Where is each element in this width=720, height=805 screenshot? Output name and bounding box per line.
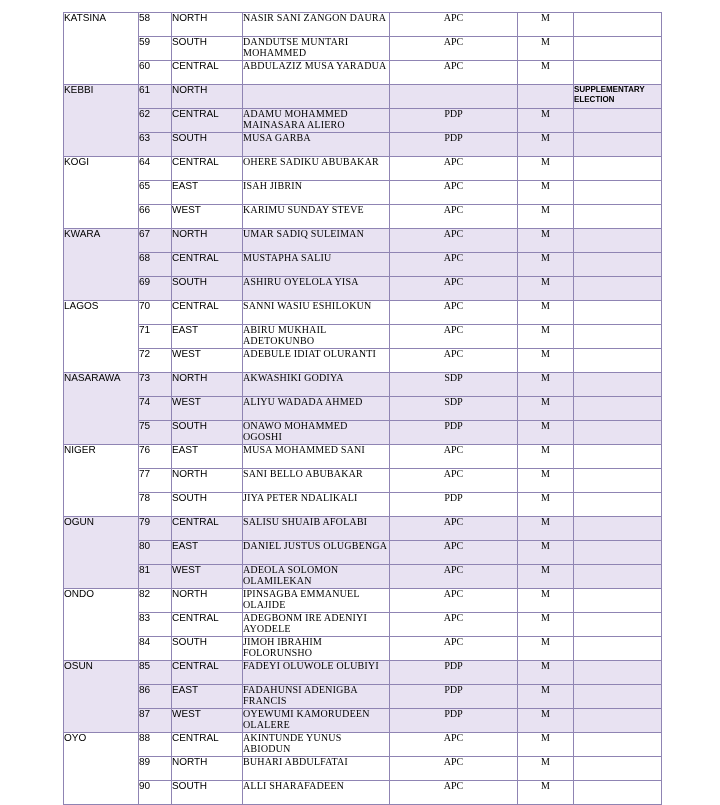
district-number-cell: 63 bbox=[139, 133, 172, 157]
remark-cell bbox=[574, 685, 662, 709]
district-number-cell: 86 bbox=[139, 685, 172, 709]
party-cell: APC bbox=[390, 541, 518, 565]
party-cell: APC bbox=[390, 157, 518, 181]
table-row bbox=[64, 277, 662, 301]
district-number-cell: 59 bbox=[139, 37, 172, 61]
senatorial-zone-cell: CENTRAL bbox=[172, 253, 243, 277]
senatorial-zone-cell: NORTH bbox=[172, 589, 243, 613]
district-number-cell: 81 bbox=[139, 565, 172, 589]
state-name: KATSINA bbox=[64, 13, 139, 85]
senatorial-zone-cell: CENTRAL bbox=[172, 61, 243, 85]
gender-cell: M bbox=[518, 637, 574, 661]
candidate-name-cell: ONAWO MOHAMMED OGOSHI bbox=[243, 421, 390, 445]
party-cell: APC bbox=[390, 277, 518, 301]
table-row bbox=[64, 733, 662, 757]
party-cell: PDP bbox=[390, 709, 518, 733]
senatorial-zone-cell: NORTH bbox=[172, 469, 243, 493]
party-cell: APC bbox=[390, 613, 518, 637]
table-row bbox=[64, 445, 662, 469]
remark-cell bbox=[574, 397, 662, 421]
remark-cell bbox=[574, 61, 662, 85]
gender-cell: M bbox=[518, 229, 574, 253]
party-cell: PDP bbox=[390, 133, 518, 157]
party-cell: APC bbox=[390, 253, 518, 277]
senatorial-zone-cell: EAST bbox=[172, 541, 243, 565]
gender-cell: M bbox=[518, 61, 574, 85]
remark-cell bbox=[574, 181, 662, 205]
remark-cell bbox=[574, 709, 662, 733]
district-number-cell: 72 bbox=[139, 349, 172, 373]
table-row bbox=[64, 421, 662, 445]
gender-cell: M bbox=[518, 397, 574, 421]
senatorial-zone-cell: CENTRAL bbox=[172, 109, 243, 133]
table-row bbox=[64, 37, 662, 61]
district-number-cell: 78 bbox=[139, 493, 172, 517]
candidate-name-cell bbox=[243, 85, 390, 109]
gender-cell: M bbox=[518, 13, 574, 37]
table-row bbox=[64, 613, 662, 637]
candidate-name-cell: AKINTUNDE YUNUS ABIODUN bbox=[243, 733, 390, 757]
district-number-cell: 79 bbox=[139, 517, 172, 541]
party-cell: APC bbox=[390, 205, 518, 229]
party-cell: APC bbox=[390, 733, 518, 757]
party-cell: APC bbox=[390, 301, 518, 325]
remark-cell bbox=[574, 37, 662, 61]
district-number-cell: 82 bbox=[139, 589, 172, 613]
remark-cell bbox=[574, 229, 662, 253]
remark-cell bbox=[574, 445, 662, 469]
table-row bbox=[64, 205, 662, 229]
gender-cell: M bbox=[518, 109, 574, 133]
senatorial-zone-cell: SOUTH bbox=[172, 421, 243, 445]
district-number-cell: 68 bbox=[139, 253, 172, 277]
gender-cell: M bbox=[518, 157, 574, 181]
district-number-cell: 88 bbox=[139, 733, 172, 757]
party-cell: APC bbox=[390, 517, 518, 541]
remark-cell bbox=[574, 565, 662, 589]
candidate-name-cell: OYEWUMI KAMORUDEEN OLALERE bbox=[243, 709, 390, 733]
district-number-cell: 90 bbox=[139, 781, 172, 805]
senatorial-zone-cell: CENTRAL bbox=[172, 613, 243, 637]
candidate-name-cell: JIMOH IBRAHIM FOLORUNSHO bbox=[243, 637, 390, 661]
gender-cell: M bbox=[518, 541, 574, 565]
district-number-cell: 80 bbox=[139, 541, 172, 565]
party-cell: APC bbox=[390, 469, 518, 493]
candidate-name-cell: ASHIRU OYELOLA YISA bbox=[243, 277, 390, 301]
candidate-name-cell: ALIYU WADADA AHMED bbox=[243, 397, 390, 421]
gender-cell: M bbox=[518, 349, 574, 373]
candidate-name-cell: ADEBULE IDIAT OLURANTI bbox=[243, 349, 390, 373]
senatorial-zone-cell: CENTRAL bbox=[172, 301, 243, 325]
district-number-cell: 83 bbox=[139, 613, 172, 637]
remark-cell bbox=[574, 253, 662, 277]
party-cell: SDP bbox=[390, 373, 518, 397]
district-number-cell: 62 bbox=[139, 109, 172, 133]
senatorial-zone-cell: NORTH bbox=[172, 85, 243, 109]
senatorial-zone-cell: EAST bbox=[172, 181, 243, 205]
district-number-cell: 71 bbox=[139, 325, 172, 349]
district-number-cell: 66 bbox=[139, 205, 172, 229]
state-name: LAGOS bbox=[64, 301, 139, 373]
district-number-cell: 89 bbox=[139, 757, 172, 781]
remark-cell bbox=[574, 157, 662, 181]
party-cell: APC bbox=[390, 445, 518, 469]
table-row bbox=[64, 109, 662, 133]
candidate-name-cell: FADAHUNSI ADENIGBA FRANCIS bbox=[243, 685, 390, 709]
district-number-cell: 61 bbox=[139, 85, 172, 109]
remark-cell bbox=[574, 133, 662, 157]
gender-cell: M bbox=[518, 301, 574, 325]
gender-cell: M bbox=[518, 277, 574, 301]
district-number-cell: 84 bbox=[139, 637, 172, 661]
state-name: NIGER bbox=[64, 445, 139, 517]
remark-cell bbox=[574, 109, 662, 133]
district-number-cell: 60 bbox=[139, 61, 172, 85]
party-cell: APC bbox=[390, 181, 518, 205]
remark-cell bbox=[574, 517, 662, 541]
party-cell: APC bbox=[390, 565, 518, 589]
senatorial-zone-cell: WEST bbox=[172, 565, 243, 589]
district-number-cell: 67 bbox=[139, 229, 172, 253]
remark-cell bbox=[574, 373, 662, 397]
table-row bbox=[64, 565, 662, 589]
remark-cell bbox=[574, 469, 662, 493]
gender-cell: M bbox=[518, 325, 574, 349]
gender-cell: M bbox=[518, 685, 574, 709]
candidate-name-cell: AKWASHIKI GODIYA bbox=[243, 373, 390, 397]
candidate-name-cell: SALISU SHUAIB AFOLABI bbox=[243, 517, 390, 541]
remark-cell bbox=[574, 349, 662, 373]
remark-cell bbox=[574, 13, 662, 37]
party-cell: PDP bbox=[390, 109, 518, 133]
senatorial-zone-cell: SOUTH bbox=[172, 637, 243, 661]
table-row bbox=[64, 493, 662, 517]
district-number-cell: 76 bbox=[139, 445, 172, 469]
senatorial-zone-cell: CENTRAL bbox=[172, 517, 243, 541]
table-row bbox=[64, 157, 662, 181]
remark-cell bbox=[574, 661, 662, 685]
state-name: KOGI bbox=[64, 157, 139, 229]
senatorial-zone-cell: SOUTH bbox=[172, 493, 243, 517]
state-name: NASARAWA bbox=[64, 373, 139, 445]
senatorial-zone-cell: SOUTH bbox=[172, 277, 243, 301]
senatorial-zone-cell: SOUTH bbox=[172, 133, 243, 157]
gender-cell: M bbox=[518, 421, 574, 445]
state-name: KWARA bbox=[64, 229, 139, 301]
table-row bbox=[64, 13, 662, 37]
candidate-name-cell: BUHARI ABDULFATAI bbox=[243, 757, 390, 781]
gender-cell: M bbox=[518, 757, 574, 781]
candidate-name-cell: ALLI SHARAFADEEN bbox=[243, 781, 390, 805]
candidate-name-cell: ABDULAZIZ MUSA YARADUA bbox=[243, 61, 390, 85]
district-number-cell: 87 bbox=[139, 709, 172, 733]
senatorial-zone-cell: WEST bbox=[172, 205, 243, 229]
table-row bbox=[64, 637, 662, 661]
district-number-cell: 65 bbox=[139, 181, 172, 205]
senatorial-zone-cell: EAST bbox=[172, 325, 243, 349]
gender-cell: M bbox=[518, 517, 574, 541]
party-cell: APC bbox=[390, 325, 518, 349]
gender-cell: M bbox=[518, 661, 574, 685]
remark-cell bbox=[574, 205, 662, 229]
party-cell: APC bbox=[390, 757, 518, 781]
gender-cell: M bbox=[518, 781, 574, 805]
candidate-name-cell: MUSA GARBA bbox=[243, 133, 390, 157]
senatorial-zone-cell: SOUTH bbox=[172, 37, 243, 61]
candidate-name-cell: ADEGBONM IRE ADENIYI AYODELE bbox=[243, 613, 390, 637]
candidate-name-cell: DANDUTSE MUNTARI MOHAMMED bbox=[243, 37, 390, 61]
table-row bbox=[64, 253, 662, 277]
senatorial-zone-cell: NORTH bbox=[172, 229, 243, 253]
candidate-name-cell: KARIMU SUNDAY STEVE bbox=[243, 205, 390, 229]
senatorial-zone-cell: CENTRAL bbox=[172, 733, 243, 757]
senatorial-zone-cell: WEST bbox=[172, 349, 243, 373]
party-cell: APC bbox=[390, 13, 518, 37]
table-row bbox=[64, 397, 662, 421]
table-row bbox=[64, 85, 662, 109]
candidate-name-cell: ADAMU MOHAMMED MAINASARA ALIERO bbox=[243, 109, 390, 133]
candidate-name-cell: DANIEL JUSTUS OLUGBENGA bbox=[243, 541, 390, 565]
senate-results-table bbox=[63, 12, 662, 805]
state-name: KEBBI bbox=[64, 85, 139, 157]
district-number-cell: 75 bbox=[139, 421, 172, 445]
senatorial-zone-cell: CENTRAL bbox=[172, 661, 243, 685]
gender-cell: M bbox=[518, 253, 574, 277]
district-number-cell: 64 bbox=[139, 157, 172, 181]
party-cell: APC bbox=[390, 589, 518, 613]
remark-cell bbox=[574, 421, 662, 445]
party-cell: APC bbox=[390, 229, 518, 253]
senatorial-zone-cell: CENTRAL bbox=[172, 157, 243, 181]
senatorial-zone-cell: NORTH bbox=[172, 373, 243, 397]
remark-cell bbox=[574, 757, 662, 781]
candidate-name-cell: UMAR SADIQ SULEIMAN bbox=[243, 229, 390, 253]
candidate-name-cell: JIYA PETER NDALIKALI bbox=[243, 493, 390, 517]
party-cell: PDP bbox=[390, 661, 518, 685]
remark-cell bbox=[574, 589, 662, 613]
party-cell: APC bbox=[390, 781, 518, 805]
district-number-cell: 77 bbox=[139, 469, 172, 493]
table-row bbox=[64, 181, 662, 205]
table-row bbox=[64, 349, 662, 373]
senatorial-zone-cell: NORTH bbox=[172, 757, 243, 781]
senatorial-zone-cell: EAST bbox=[172, 685, 243, 709]
party-cell: PDP bbox=[390, 493, 518, 517]
candidate-name-cell: ADEOLA SOLOMON OLAMILEKAN bbox=[243, 565, 390, 589]
table-row bbox=[64, 373, 662, 397]
candidate-name-cell: MUSTAPHA SALIU bbox=[243, 253, 390, 277]
district-number-cell: 70 bbox=[139, 301, 172, 325]
gender-cell: M bbox=[518, 373, 574, 397]
district-number-cell: 74 bbox=[139, 397, 172, 421]
candidate-name-cell: SANI BELLO ABUBAKAR bbox=[243, 469, 390, 493]
senatorial-zone-cell: WEST bbox=[172, 397, 243, 421]
state-name: ONDO bbox=[64, 589, 139, 661]
gender-cell: M bbox=[518, 493, 574, 517]
gender-cell: M bbox=[518, 565, 574, 589]
state-name: OYO bbox=[64, 733, 139, 805]
district-number-cell: 69 bbox=[139, 277, 172, 301]
gender-cell: M bbox=[518, 733, 574, 757]
results-table-body bbox=[64, 13, 662, 805]
table-row bbox=[64, 685, 662, 709]
candidate-name-cell: FADEYI OLUWOLE OLUBIYI bbox=[243, 661, 390, 685]
senatorial-zone-cell: EAST bbox=[172, 445, 243, 469]
party-cell: APC bbox=[390, 637, 518, 661]
state-name: OGUN bbox=[64, 517, 139, 589]
candidate-name-cell: SANNI WASIU ESHILOKUN bbox=[243, 301, 390, 325]
table-row bbox=[64, 301, 662, 325]
district-number-cell: 58 bbox=[139, 13, 172, 37]
candidate-name-cell: IPINSAGBA EMMANUEL OLAJIDE bbox=[243, 589, 390, 613]
gender-cell bbox=[518, 85, 574, 109]
party-cell: PDP bbox=[390, 685, 518, 709]
table-row bbox=[64, 757, 662, 781]
table-row bbox=[64, 229, 662, 253]
remark-cell: SUPPLEMENTARY ELECTION bbox=[574, 85, 662, 109]
table-row bbox=[64, 541, 662, 565]
table-row bbox=[64, 133, 662, 157]
remark-cell bbox=[574, 637, 662, 661]
candidate-name-cell: ISAH JIBRIN bbox=[243, 181, 390, 205]
remark-cell bbox=[574, 613, 662, 637]
table-row bbox=[64, 589, 662, 613]
district-number-cell: 73 bbox=[139, 373, 172, 397]
party-cell: APC bbox=[390, 61, 518, 85]
table-row bbox=[64, 469, 662, 493]
candidate-name-cell: ABIRU MUKHAIL ADETOKUNBO bbox=[243, 325, 390, 349]
gender-cell: M bbox=[518, 181, 574, 205]
remark-cell bbox=[574, 277, 662, 301]
party-cell: PDP bbox=[390, 421, 518, 445]
remark-cell bbox=[574, 541, 662, 565]
candidate-name-cell: OHERE SADIKU ABUBAKAR bbox=[243, 157, 390, 181]
state-name: OSUN bbox=[64, 661, 139, 733]
gender-cell: M bbox=[518, 589, 574, 613]
remark-cell bbox=[574, 493, 662, 517]
gender-cell: M bbox=[518, 37, 574, 61]
senatorial-zone-cell: SOUTH bbox=[172, 781, 243, 805]
gender-cell: M bbox=[518, 469, 574, 493]
gender-cell: M bbox=[518, 133, 574, 157]
table-row bbox=[64, 709, 662, 733]
table-row bbox=[64, 661, 662, 685]
gender-cell: M bbox=[518, 205, 574, 229]
gender-cell: M bbox=[518, 445, 574, 469]
district-number-cell: 85 bbox=[139, 661, 172, 685]
remark-cell bbox=[574, 733, 662, 757]
gender-cell: M bbox=[518, 709, 574, 733]
candidate-name-cell: MUSA MOHAMMED SANI bbox=[243, 445, 390, 469]
party-cell: SDP bbox=[390, 397, 518, 421]
remark-cell bbox=[574, 325, 662, 349]
candidate-name-cell: NASIR SANI ZANGON DAURA bbox=[243, 13, 390, 37]
senatorial-zone-cell: WEST bbox=[172, 709, 243, 733]
gender-cell: M bbox=[518, 613, 574, 637]
remark-cell bbox=[574, 781, 662, 805]
table-row bbox=[64, 61, 662, 85]
party-cell: APC bbox=[390, 349, 518, 373]
table-row bbox=[64, 325, 662, 349]
party-cell bbox=[390, 85, 518, 109]
remark-cell bbox=[574, 301, 662, 325]
table-row bbox=[64, 781, 662, 805]
party-cell: APC bbox=[390, 37, 518, 61]
table-row bbox=[64, 517, 662, 541]
senatorial-zone-cell: NORTH bbox=[172, 13, 243, 37]
